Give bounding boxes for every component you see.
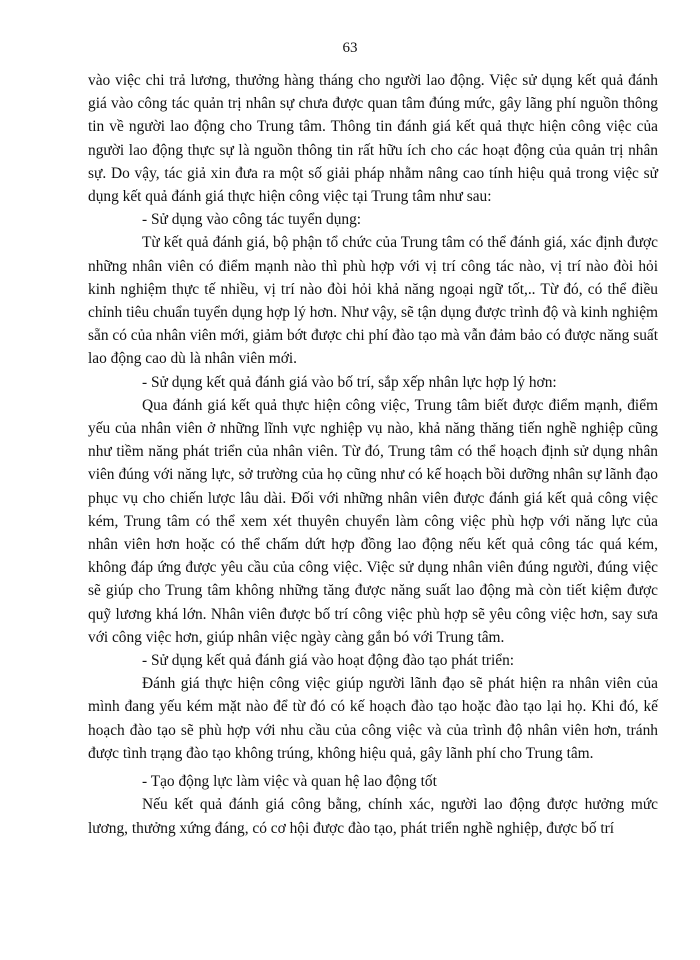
page-body (88, 69, 658, 840)
paragraph-staffing: Qua đánh giá kết quả thực hiện công việc, Trung tâm biết được điểm mạnh, điểm yếu của nhân viên ở những lĩnh vực nghiệp vụ nào, khả năng thăng tiến nghề nghiệp cũng như tiềm năng phát triển của nhân viên. Từ đó, Trung tâm có thể hoạch định sử dụng nhân viên đúng với năng lực, sở trường của họ cũng như có kế hoạch bồi dưỡng nhân sự lãnh đạo phục vụ cho chiến lược lâu dài. Đối với những nhân viên được đánh giá kết quả công việc kém, Trung tâm có thể xem xét thuyên chuyển làm công việc phù hợp với năng lực của nhân viên hơn hoặc có thể chấm dứt hợp đồng lao động nếu kết quả công tác quá kém, không đáp ứng được yêu cầu của công việc. Việc sử dụng nhân viên đúng người, đúng việc sẽ giúp cho Trung tâm không những tăng được năng suất lao động mà còn tiết kiệm được quỹ lương khá lớn. Nhân viên được bố trí công việc phù hợp sẽ yêu công việc hơn, say sưa với công việc hơn, giúp nhân việc ngày càng gắn bó với Trung tâm. (88, 396, 658, 646)
page-number: 63 (342, 40, 358, 56)
heading-motivation: - Tạo động lực làm việc và quan hệ lao động tốt (142, 773, 437, 791)
paragraph-training: Đánh giá thực hiện công việc giúp người lãnh đạo sẽ phát hiện ra nhân viên của mình đang yếu kém mặt nào để từ đó có kế hoạch đào tạo hoặc đào tạo lại họ. Khi đó, kế hoạch đào tạo sẽ phù hợp với nhu cầu của công việc và của trình độ nhân viên hơn, tránh được tình trạng đào tạo không trúng, không hiệu quả, gây lãnh phí cho Trung tâm. (88, 675, 658, 762)
paragraph-intro: vào việc chi trả lương, thưởng hàng tháng cho người lao động. Việc sử dụng kết quả đánh giá vào công tác quản trị nhân sự chưa được quan tâm đúng mức, gây lãng phí nguồn thông tin về người lao động cho Trung tâm. Thông tin đánh giá kết quả thực hiện công việc của người lao động thực sự là nguồn thông tin rất hữu ích cho các hoạt động của quản trị nhân sự. Do vậy, tác giả xin đưa ra một số giải pháp nhằm nâng cao tính hiệu quả trong việc sử dụng kết quả đánh giá thực hiện công việc tại Trung tâm như sau: (88, 72, 658, 206)
heading-recruitment: - Sử dụng vào công tác tuyển dụng: (142, 211, 362, 229)
heading-staffing: - Sử dụng kết quả đánh giá vào bố trí, sắp xếp nhân lực hợp lý hơn: (142, 373, 557, 391)
paragraph-motivation: Nếu kết quả đánh giá công bằng, chính xác, người lao động được hưởng mức lương, thưởng xứng đáng, có cơ hội được đào tạo, phát triển nghề nghiệp, được bố trí (88, 796, 658, 837)
paragraph-recruitment: Từ kết quả đánh giá, bộ phận tổ chức của Trung tâm có thể đánh giá, xác định được những nhân viên có điểm mạnh nào thì phù hợp với vị trí công tác nào, vị trí nào đòi hỏi kinh nghiệm thực tế nhiều, vị trí nào đòi hỏi khả năng ngoại ngữ tốt,.. Từ đó, có thể điều chỉnh tiêu chuẩn tuyển dụng hợp lý hơn. Như vậy, sẽ tận dụng được trình độ và kinh nghiệm sẵn có của nhân viên mới, giảm bớt được chi phí đào tạo mà vẫn đảm bảo có được năng suất lao động cao dù là nhân viên mới. (88, 234, 658, 368)
heading-training: - Sử dụng kết quả đánh giá vào hoạt động đào tạo phát triển: (142, 652, 515, 670)
